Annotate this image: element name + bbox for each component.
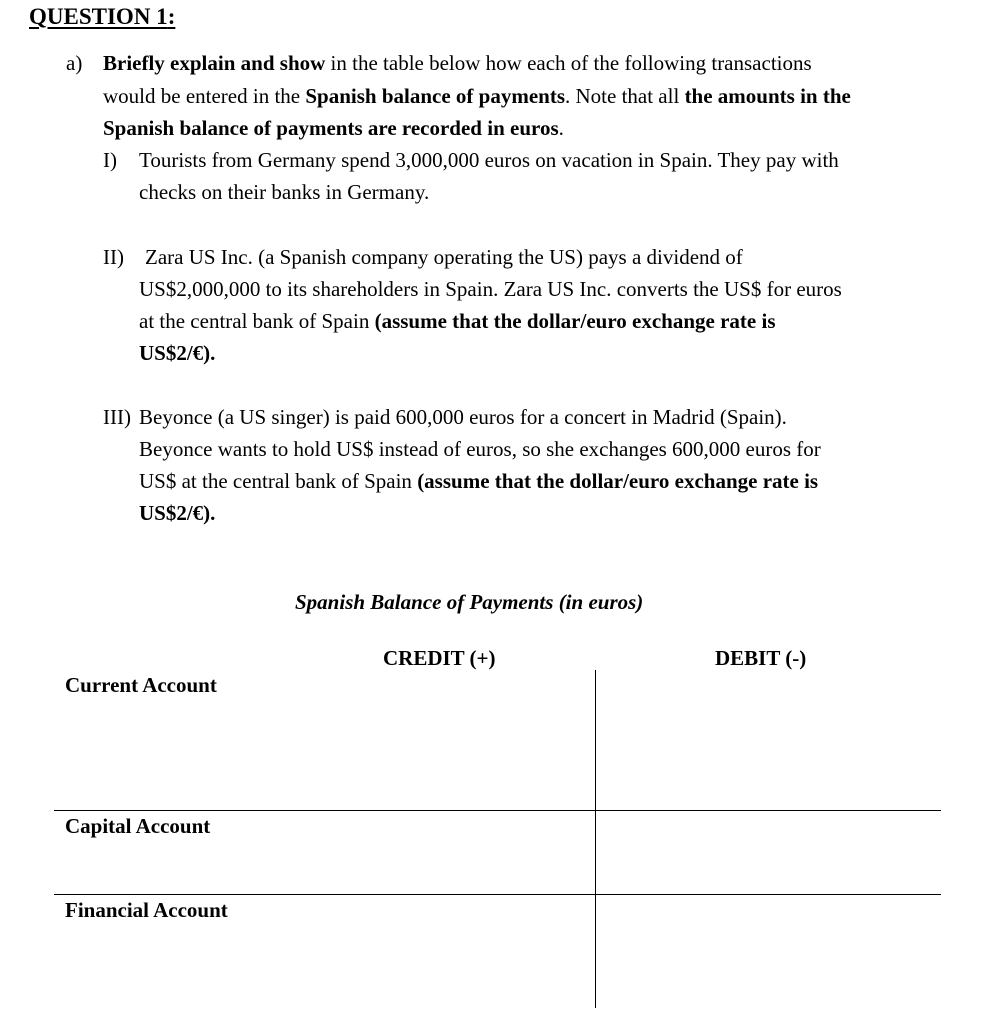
item-1-line-1: Tourists from Germany spend 3,000,000 euros on vacation in Spain. They pay with (139, 148, 839, 172)
item-1-line-2: checks on their banks in Germany. (139, 180, 430, 204)
item-3-line-3 (139, 465, 818, 497)
part-a-line3-text: . (558, 116, 564, 140)
item-2-line3-text: at the central bank of Spain (139, 309, 375, 333)
debit-header: DEBIT (-) (715, 646, 807, 670)
item-2-line-1: Zara US Inc. (a Spanish company operating the US) pays a dividend of (145, 245, 743, 269)
row-label-financial-account: Financial Account (65, 898, 228, 922)
question-title-text: QUESTION 1 (29, 4, 168, 29)
question-title-colon: : (167, 4, 176, 29)
item-3-label: III) (103, 405, 131, 429)
item-1-label: I) (103, 148, 117, 172)
part-a-line2-text1: would be entered in the (103, 84, 306, 108)
part-a-line2-text2: . Note that all (565, 84, 685, 108)
table-divider-vertical (595, 670, 596, 1008)
item-2-line3-bold: (assume that the dollar/euro exchange rate is (374, 309, 776, 333)
item-2-line-4: US$2/€). (139, 341, 216, 365)
item-3-line-4: US$2/€). (139, 501, 216, 525)
part-a-label: a) (66, 51, 83, 75)
part-a-line-2 (103, 80, 851, 112)
part-a-line3-bold: Spanish balance of payments are recorded in euros (103, 116, 559, 140)
table-divider-row-2 (54, 894, 941, 895)
item-2-label: II) (103, 245, 124, 269)
part-a-line-1 (103, 47, 812, 79)
item-2-line-3 (139, 305, 776, 337)
item-3-line-2: Beyonce wants to hold US$ instead of euros, so she exchanges 600,000 euros for (139, 437, 821, 461)
row-label-current-account: Current Account (65, 673, 217, 697)
part-a-line1-bold: Briefly explain and show (103, 51, 326, 75)
part-a-line-3 (103, 112, 564, 144)
part-a-line1-text: in the table below how each of the following transactions (325, 51, 812, 75)
table-title: Spanish Balance of Payments (in euros) (295, 590, 644, 614)
part-a-line2-bold1: Spanish balance of payments (305, 84, 565, 108)
table-divider-row-1 (54, 810, 941, 811)
item-3-line-1: Beyonce (a US singer) is paid 600,000 euros for a concert in Madrid (Spain). (139, 405, 787, 429)
item-2-line-2: US$2,000,000 to its shareholders in Spain. Zara US Inc. converts the US$ for euros (139, 277, 842, 301)
credit-header: CREDIT (+) (383, 646, 496, 670)
part-a-line2-bold2: the amounts in the (684, 84, 851, 108)
item-3-line3-bold: (assume that the dollar/euro exchange rate is (417, 469, 819, 493)
question-title (29, 4, 175, 30)
item-3-line3-text: US$ at the central bank of Spain (139, 469, 418, 493)
row-label-capital-account: Capital Account (65, 814, 211, 838)
